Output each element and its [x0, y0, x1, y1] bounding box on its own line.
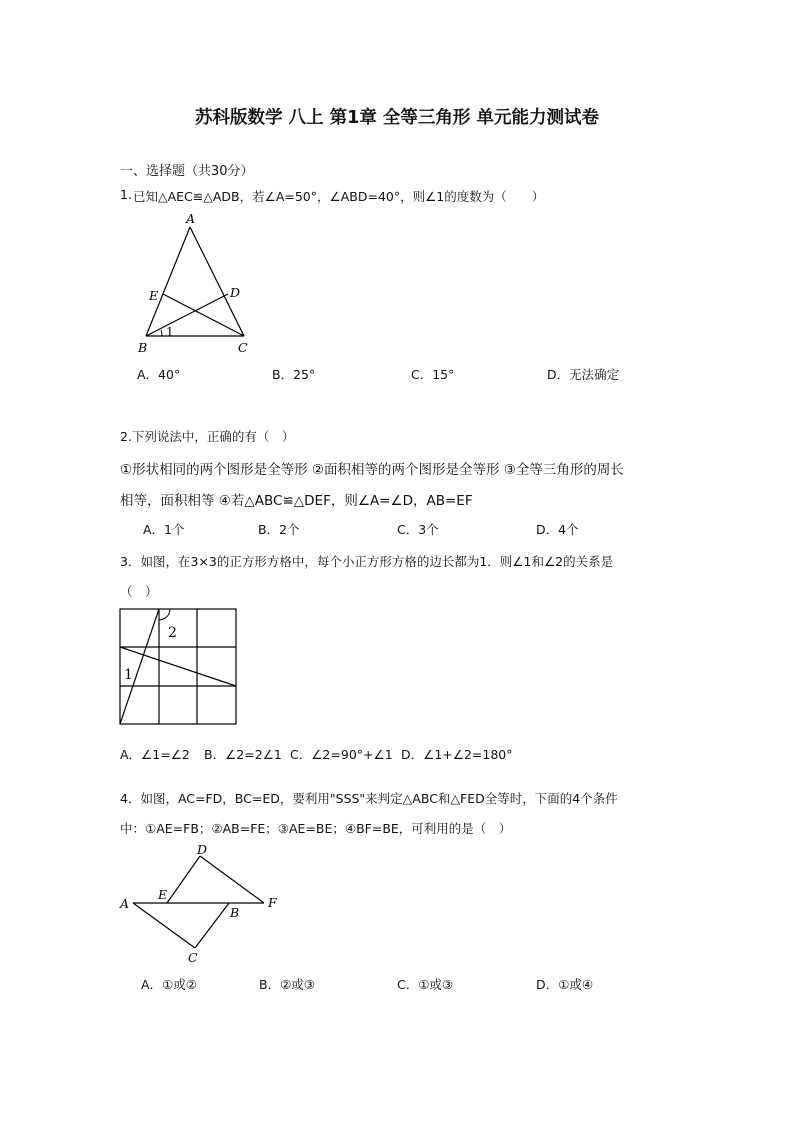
q3-option-a: A．∠1=∠2 — [120, 747, 190, 762]
q4-option-d: D．①或④ — [536, 977, 594, 992]
q1-option-a: A．40° — [137, 367, 181, 382]
label-b: B — [138, 340, 148, 355]
q2-statement-line2: 相等，面积相等 ④若△ABC≌△DEF，则∠A=∠D，AB=EF — [120, 493, 473, 509]
q1-text: 已知△AEC≌△ADB，若∠A=50°，∠ABD=40°，则∠1的度数为（ ） — [133, 189, 545, 204]
q4-text-line2: 中：①AE=FB；②AB=FE；③AE=BE；④BF=BE，可利用的是（ ） — [120, 821, 512, 836]
q4-option-c: C．①或③ — [397, 977, 454, 992]
q3-text: 3．如图，在3×3的正方形方格中，每个小正方形方格的边长都为1．则∠1和∠2的关系是 — [120, 554, 614, 569]
q3-option-d: D．∠1+∠2=180° — [401, 747, 513, 762]
label-angle-1: 1 — [166, 325, 174, 339]
q1-option-c: C．15° — [411, 367, 455, 382]
q1-option-d: D．无法确定 — [547, 367, 620, 382]
label-angle-1: 1 — [124, 667, 133, 683]
q2-option-b: B．2个 — [258, 522, 300, 537]
section-heading: 一、选择题（共30分） — [120, 164, 254, 179]
label-e: E — [149, 288, 159, 303]
label-c: C — [188, 950, 198, 965]
q3-text-line2: （ ） — [120, 584, 158, 599]
label-a: A — [186, 211, 196, 226]
label-c: C — [238, 340, 248, 355]
q4-option-b: B．②或③ — [259, 977, 315, 992]
segment-ac — [133, 903, 195, 948]
label-d: D — [230, 285, 241, 300]
q2-option-c: C．3个 — [397, 522, 439, 537]
q4-option-a: A．①或② — [141, 977, 197, 992]
segment-df — [200, 856, 264, 903]
label-angle-2: 2 — [168, 625, 177, 641]
q2-statement-line1: ①形状相同的两个图形是全等形 ②面积相等的两个图形是全等形 ③全等三角形的周长 — [120, 462, 624, 478]
q2-option-a: A．1个 — [143, 522, 185, 537]
page-title: 苏科版数学 八上 第1章 全等三角形 单元能力测试卷 — [194, 108, 600, 128]
q4-text: 4．如图，AC=FD，BC=ED，要利用"SSS"来判定△ABC和△FED全等时，下面的4个条件 — [120, 791, 618, 806]
q1-number: 1. — [120, 187, 132, 202]
segment-cb — [195, 903, 229, 948]
label-b: B — [230, 905, 240, 920]
label-a: A — [120, 896, 130, 911]
label-f: F — [268, 895, 277, 910]
q3-option-c: C．∠2=90°+∠1 — [290, 747, 393, 762]
q2-text: 2.下列说法中，正确的有（ ） — [120, 429, 295, 444]
q2-option-d: D．4个 — [536, 522, 579, 537]
label-d: D — [197, 842, 208, 857]
label-e: E — [158, 887, 168, 902]
segment-ed — [167, 856, 200, 903]
q3-option-b: B．∠2=2∠1 — [204, 747, 282, 762]
q1-option-b: B．25° — [272, 367, 316, 382]
